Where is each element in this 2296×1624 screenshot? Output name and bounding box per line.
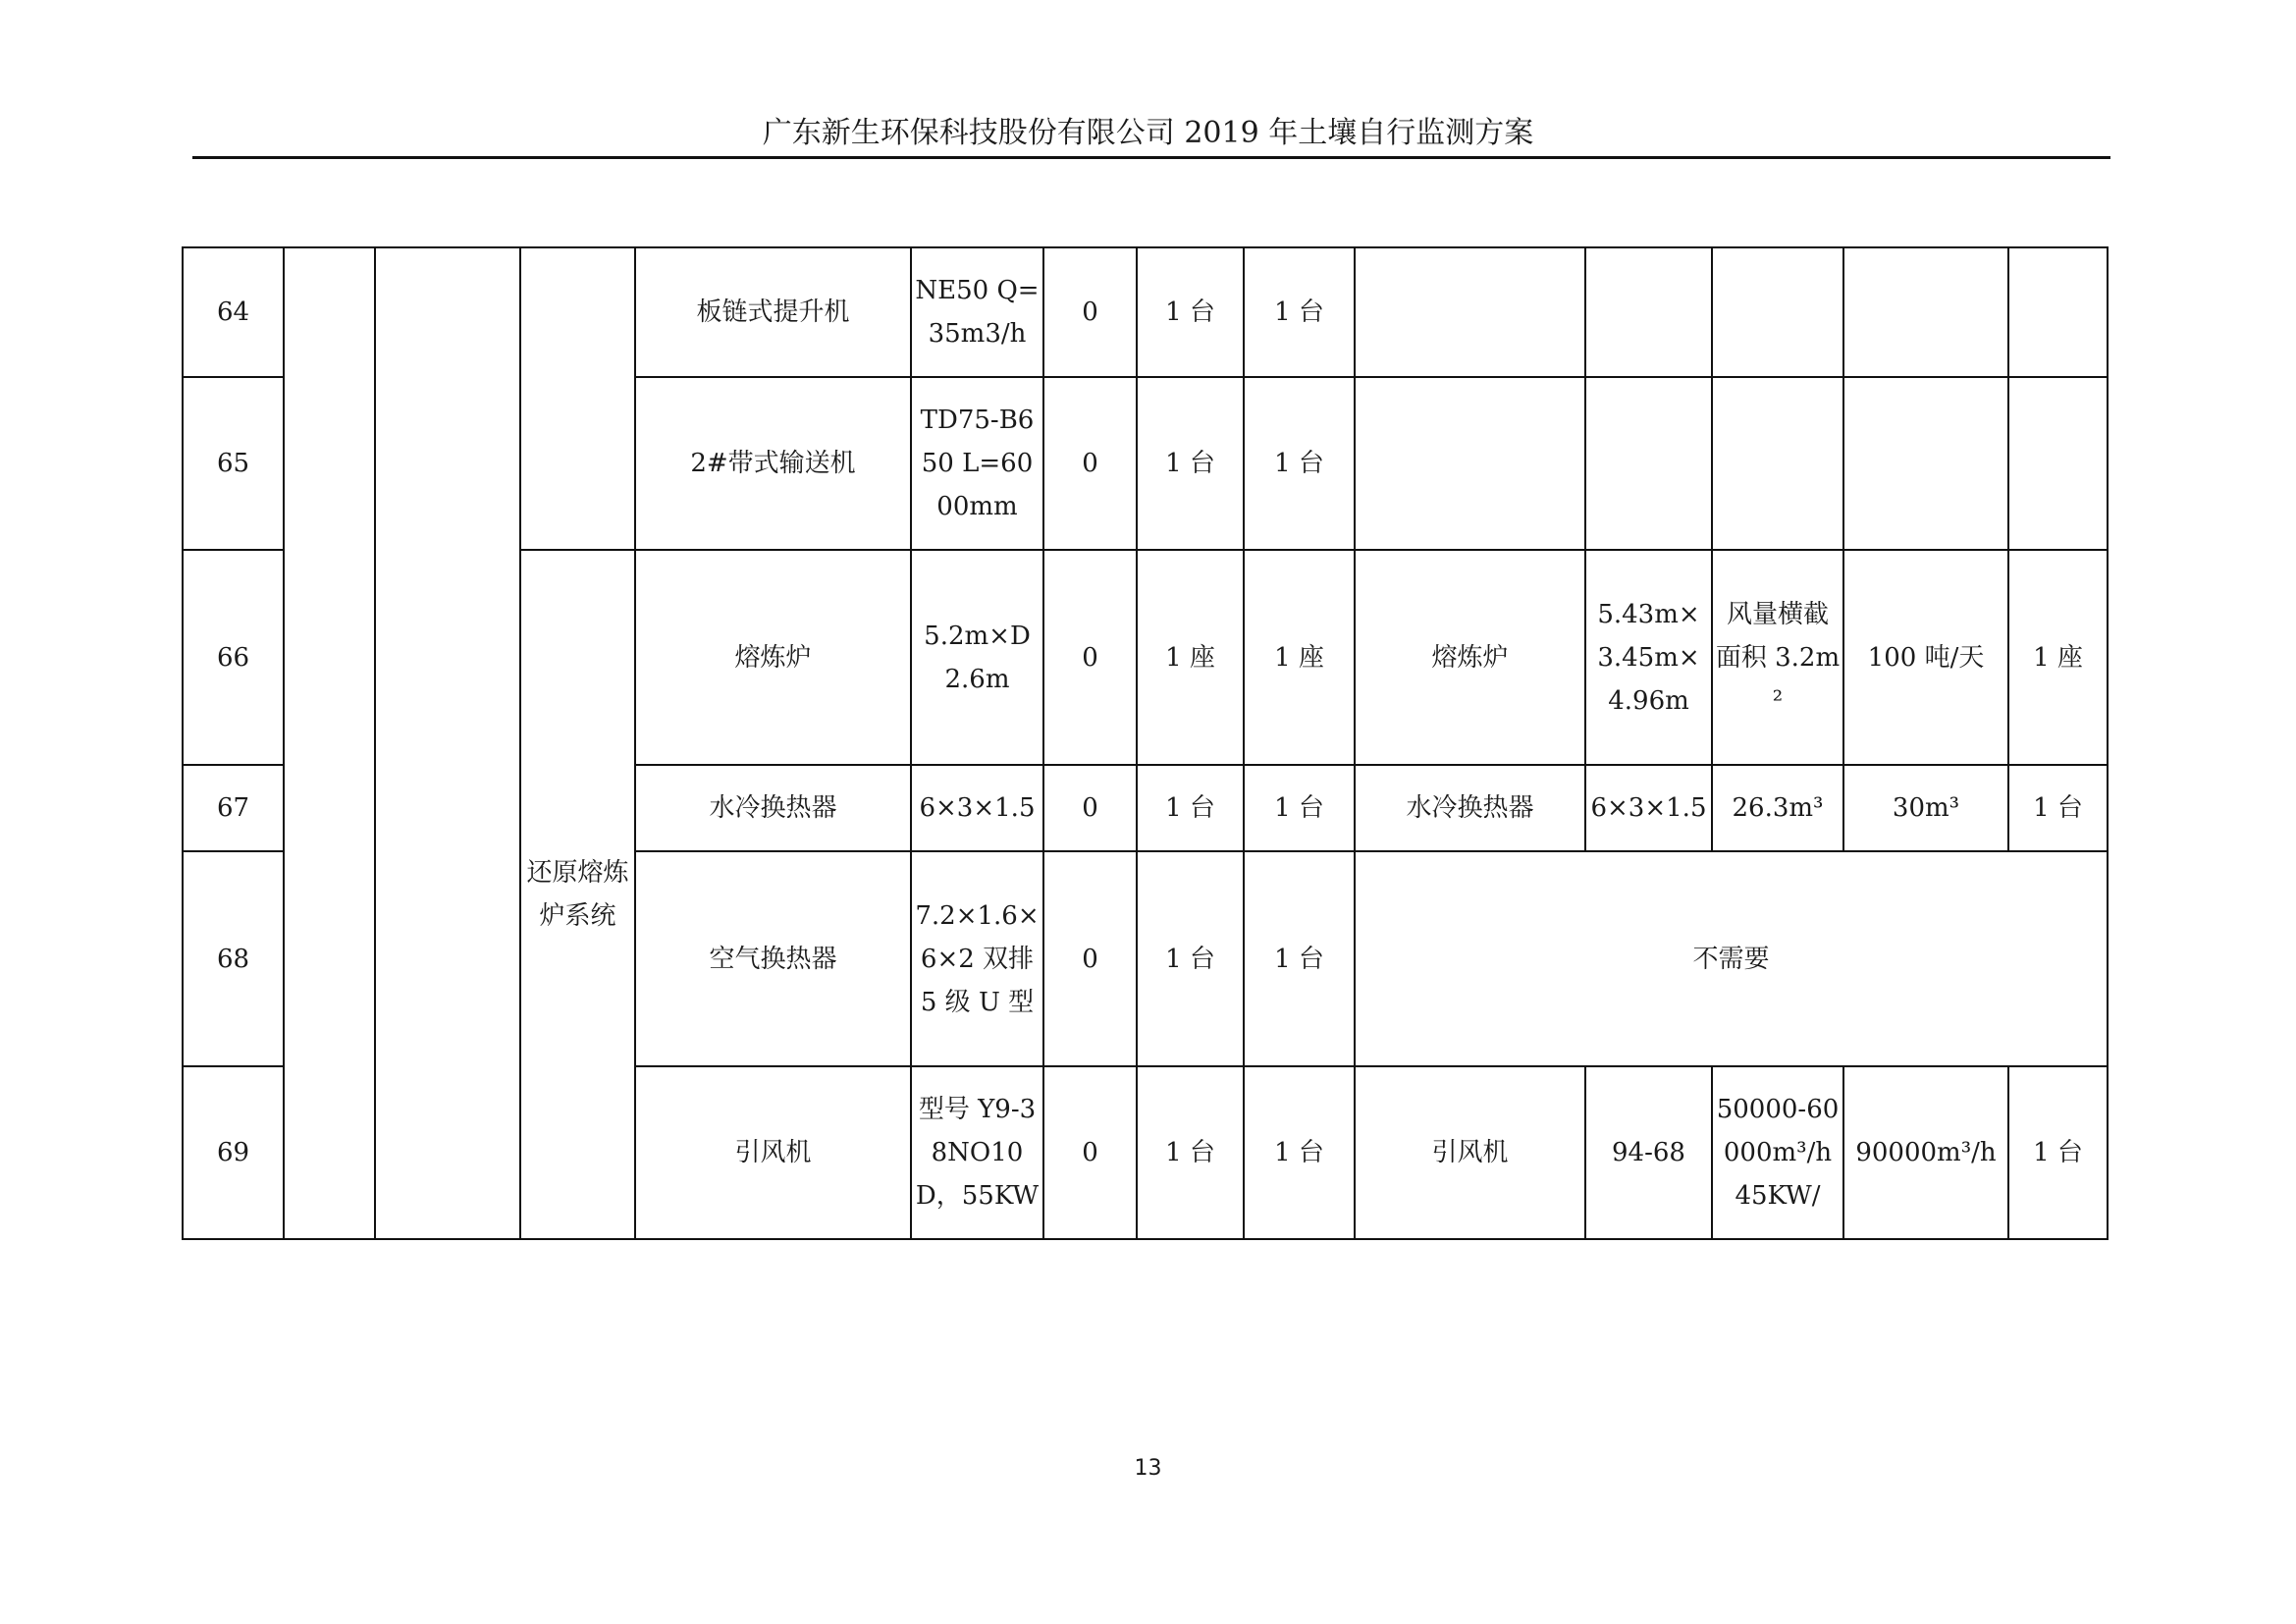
blank-merged-cell (520, 247, 635, 550)
device-capacity: 30m³ (1843, 765, 2008, 851)
row-number: 64 (183, 247, 284, 377)
equipment-name: 水冷换热器 (635, 765, 911, 851)
device-quantity (2008, 247, 2108, 377)
row-number: 65 (183, 377, 284, 550)
device-spec: 94-68 (1585, 1066, 1712, 1239)
device-spec (1585, 247, 1712, 377)
equipment-spec: NE50 Q=35m3/h (911, 247, 1043, 377)
device-quantity (2008, 377, 2108, 550)
device-name: 水冷换热器 (1355, 765, 1585, 851)
equipment-spec: 5.2m×D2.6m (911, 550, 1043, 765)
count-cell: 0 (1043, 247, 1137, 377)
equipment-spec: 型号 Y9-38NO10D，55KW (911, 1066, 1043, 1239)
equipment-name: 引风机 (635, 1066, 911, 1239)
equipment-spec: 7.2×1.6×6×2 双排 5 级 U 型 (911, 851, 1043, 1066)
device-name: 熔炼炉 (1355, 550, 1585, 765)
device-spec: 6×3×1.5 (1585, 765, 1712, 851)
count-cell: 0 (1043, 1066, 1137, 1239)
system-label: 还原熔炼炉系统 (520, 550, 635, 1239)
header-rule (192, 156, 2110, 159)
count-cell: 1 台 (1137, 247, 1244, 377)
row-number: 66 (183, 550, 284, 765)
count-cell: 1 台 (1137, 1066, 1244, 1239)
count-cell: 0 (1043, 765, 1137, 851)
device-name (1355, 377, 1585, 550)
row-number: 67 (183, 765, 284, 851)
equipment-table (182, 246, 2109, 1240)
blank-merged-cell (284, 247, 375, 1239)
device-param: 26.3m³ (1712, 765, 1843, 851)
count-cell: 0 (1043, 851, 1137, 1066)
equipment-spec: 6×3×1.5 (911, 765, 1043, 851)
equipment-name: 空气换热器 (635, 851, 911, 1066)
count-cell: 0 (1043, 550, 1137, 765)
device-spec: 5.43m×3.45m×4.96m (1585, 550, 1712, 765)
row-number: 68 (183, 851, 284, 1066)
device-param: 50000-60000m³/h 45KW/ (1712, 1066, 1843, 1239)
device-name (1355, 247, 1585, 377)
equipment-name: 2#带式输送机 (635, 377, 911, 550)
count-cell: 1 台 (1244, 247, 1355, 377)
device-capacity: 90000m³/h (1843, 1066, 2008, 1239)
device-param (1712, 377, 1843, 550)
document-header-title: 广东新生环保科技股份有限公司 2019 年土壤自行监测方案 (762, 116, 1534, 150)
not-required-merged-cell: 不需要 (1355, 851, 2108, 1066)
device-param: 风量横截面积 3.2m² (1712, 550, 1843, 765)
blank-merged-cell (375, 247, 520, 1239)
count-cell: 1 台 (1244, 377, 1355, 550)
count-cell: 1 座 (1244, 550, 1355, 765)
page-number: 13 (1134, 1456, 1162, 1481)
count-cell: 1 台 (1137, 377, 1244, 550)
device-quantity: 1 台 (2008, 1066, 2108, 1239)
count-cell: 1 台 (1137, 765, 1244, 851)
device-param (1712, 247, 1843, 377)
equipment-name: 熔炼炉 (635, 550, 911, 765)
count-cell: 1 台 (1244, 765, 1355, 851)
table-row (183, 247, 2108, 377)
equipment-spec: TD75-B650 L=6000mm (911, 377, 1043, 550)
count-cell: 1 台 (1244, 851, 1355, 1066)
device-capacity (1843, 377, 2008, 550)
count-cell: 1 座 (1137, 550, 1244, 765)
count-cell: 1 台 (1244, 1066, 1355, 1239)
equipment-name: 板链式提升机 (635, 247, 911, 377)
device-spec (1585, 377, 1712, 550)
count-cell: 1 台 (1137, 851, 1244, 1066)
count-cell: 0 (1043, 377, 1137, 550)
device-name: 引风机 (1355, 1066, 1585, 1239)
device-capacity: 100 吨/天 (1843, 550, 2008, 765)
device-quantity: 1 台 (2008, 765, 2108, 851)
row-number: 69 (183, 1066, 284, 1239)
device-quantity: 1 座 (2008, 550, 2108, 765)
device-capacity (1843, 247, 2008, 377)
